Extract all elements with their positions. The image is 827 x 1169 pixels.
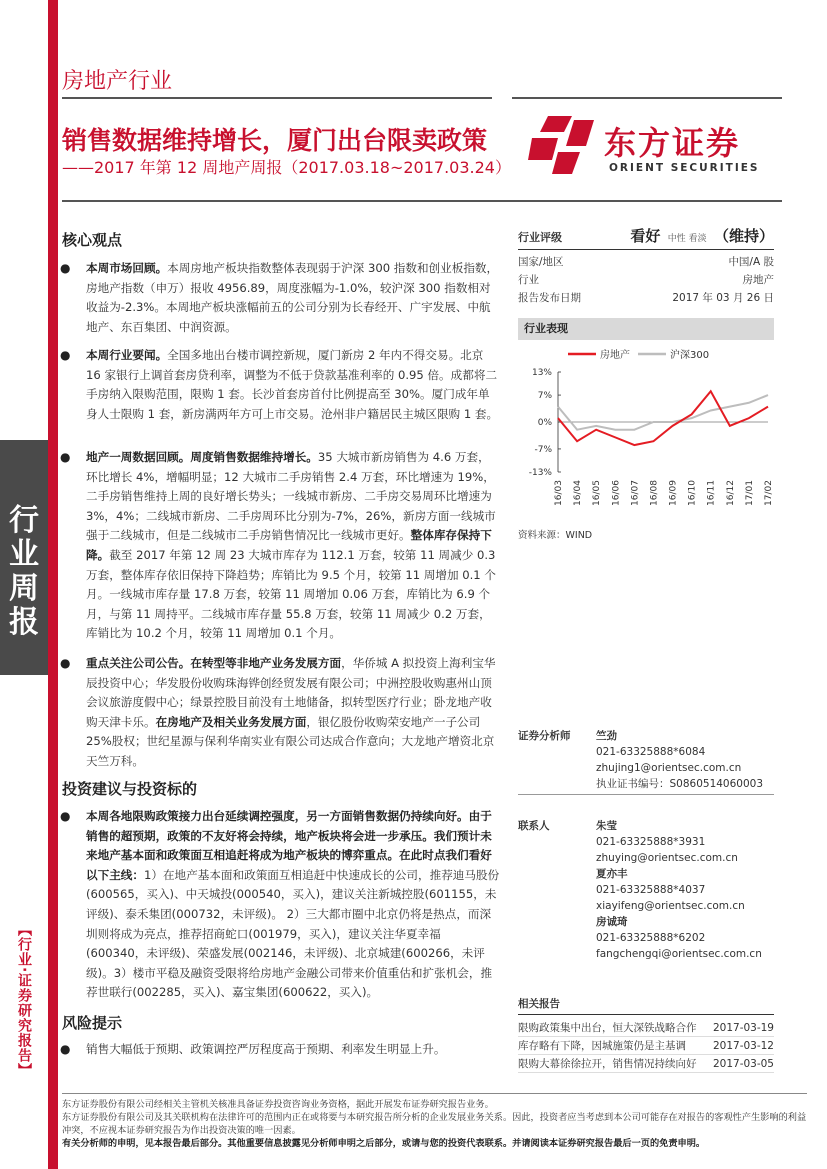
x-tick-label: 16/06 <box>611 480 622 506</box>
related-reports: 相关报告 限购政策集中出台，恒大深铁战略合作 2017-03-19 库存略有下降，因城施策仍是主基调 2017-03-12 限购大幕徐徐拉开，销售情况持续向好 2017-03-05 <box>518 996 774 1073</box>
chart-source: 资料来源：WIND <box>518 530 593 541</box>
bullet-icon: ● <box>60 656 71 670</box>
left-accent-bar <box>48 0 58 1169</box>
page-subtitle: ——2017 年第 12 周地产周报（2017.03.18~2017.03.24） <box>62 158 511 177</box>
footer-disclaimer: 东方证券股份有限公司经相关主管机关核准具备证券投资咨询业务资格，据此开展发布证券研究报告业务。 东方证券股份有限公司及其关联机构在法律许可的范围内正在或将要与本研究报告所分析的企业发展业务关系。因此，投资者应当考虑到本公司可能存在对报告的客观性产生影响的利益冲突，不应视本证券研究报告为作出投资决策的唯一因素。 有关分析师的申明，见本报告最后部分。其他重要信息披露见分析师申明之后部分，或请与您的投资代表联系。并请阅读本证券研究报告最后一页的免责申明。 <box>62 1099 807 1149</box>
related-report-link[interactable]: 限购政策集中出台，恒大深铁战略合作 2017-03-19 <box>518 1019 774 1037</box>
related-report-link[interactable]: 限购大幕徐徐拉开，销售情况持续向好 2017-03-05 <box>518 1055 774 1073</box>
section-heading-core: 核心观点 <box>62 231 123 249</box>
rating-row: 国家/地区 中国/A 股 <box>518 256 774 268</box>
series-line-沪深300 <box>558 395 768 430</box>
brand-name-en: ORIENT SECURITIES <box>609 162 760 174</box>
chart-title: 行业表现 <box>518 318 774 340</box>
y-tick-label: 7% <box>537 391 552 402</box>
related-report-link[interactable]: 库存略有下降，因城施策仍是主基调 2017-03-12 <box>518 1037 774 1055</box>
logo-mark-icon <box>528 112 600 176</box>
bullet-item: ● 本周各地限购政策接力出台延续调控强度，另一方面销售数据仍持续向好。由于销售的超预期，政策的不友好将会持续，地产板块将会进一步承压。我们预计未来地产基本面和政策面互相追赶将成为地产板块的博弈重点。在此时点我们看好以下主线：1）在地产基本面和政策面互相追赶中快速成长的公司，推荐迪马股份(600565，买入)、中天城投(000540，买入)，建议关注新城控股(601155，未评级)、泰禾集团(000732，未评级)。 2）三大都市圈中北京仍将是热点，而深圳则将成为亮点，推荐招商蛇口(001979，买入)，建议关注华夏幸福(600340，未评级)、荣盛发展(002146，未评级)、北京城建(600266，未评级)。3）楼市平稳及融资受限将给房地产金融公司带来价值重估和扩张机会，推荐世联行(002285，买入)、嘉宝集团(600622，买入)。 <box>60 809 500 1000</box>
y-tick-label: 0% <box>537 418 552 428</box>
rating-row: 报告发布日期 2017 年 03 月 26 日 <box>518 292 774 304</box>
bullet-item: ● 本周行业要闻。全国多地出台楼市调控新规，厦门新房 2 年内不得交易。北京 16 家银行上调首套房贷利率，调整为不低于贷款基准利率的 0.95 倍。成都将二手房纳入限购范围，限购 1 套。长沙首套房首付比例提高至 30%。厦门成年单身人士限购 1 套，新房满两年方可上市交易。沧州非户籍居民主城区限购 1 套。 <box>60 348 499 421</box>
series-line-房地产 <box>558 391 768 445</box>
side-footer-label: 【行业·证券研究报告】 <box>16 921 32 1079</box>
bullet-icon: ● <box>60 348 71 362</box>
bullet-item: ● 本周市场回顾。本周房地产板块指数整体表现弱于沪深 300 指数和创业板指数，房地产指数（申万）报收 4956.89，周度涨幅为-1.0%，较沪深 300 指数相对收益为-2.3%。本周地产板块涨幅前五的公司分别为长春经开、广宇发展、中航地产、东百集团、中润资源。 <box>60 261 499 334</box>
divider <box>62 97 492 99</box>
section-heading-invest: 投资建议与投资标的 <box>62 780 198 798</box>
y-tick-label: 13% <box>531 368 552 378</box>
brand-name: 东方证券 <box>604 124 741 162</box>
divider <box>62 1093 807 1094</box>
x-tick-label: 16/04 <box>573 480 584 506</box>
bullet-icon: ● <box>60 1042 71 1056</box>
report-category: 房地产行业 <box>62 69 173 94</box>
x-tick-label: 16/03 <box>554 480 564 506</box>
bullet-item: ● 销售大幅低于预期、政策调控严厉程度高于预期、利率发生明显上升。 <box>60 1042 446 1056</box>
x-tick-label: 16/12 <box>725 480 736 506</box>
page-title: 销售数据维持增长，厦门出台限卖政策 <box>62 126 488 155</box>
bullet-item: ● 地产一周数据回顾。周度销售数据维持增长。35 大城市新房销售为 4.6 万套，环比增长 4%，增幅明显；12 大城市二手房销售 2.4 万套，环比增速为 19%，二手房销售维持上周的良好增长势头；一线城市新房、二手房交易周环比增速为 3%，4%；二线城市新房、二手房周环比分别为-7%，26%，新房方面一线城市强于二线城市，但是二线城市二手房销售情况比一线城市更好。整体库存保持下降。截至 2017 年第 12 周 23 大城市库存为 112.1 万套，较第 11 周减少 0.3 万套，整体库存依旧保持下降趋势；库销比为 9.5 个月，较第 11 周增加 0.1 个月。一线城市库存量 17.8 万套，较第 11 周增加 0.06 万套，库销比为 6.9 个月，与第 11 周持平。二线城市库存量 55.8 万套，较第 11 周减少 0.2 万套，库销比为 10.2 个月，较第 11 周增加 0.1 个月。 <box>60 450 496 641</box>
legend-label: 房地产 <box>600 350 630 361</box>
bullet-icon: ● <box>60 450 71 464</box>
x-tick-label: 16/08 <box>649 480 660 506</box>
y-tick-label: -13% <box>528 468 552 478</box>
legend-label: 沪深300 <box>670 350 710 361</box>
bullet-icon: ● <box>60 261 71 275</box>
divider <box>62 200 782 202</box>
x-tick-label: 17/02 <box>764 480 774 506</box>
x-tick-label: 16/09 <box>668 480 679 506</box>
bullet-item: ● 重点关注公司公告。在转型等非地产业务发展方面，华侨城 A 拟投资上海利宝华辰投资中心；华发股份收购珠海铧创经贸发展有限公司；中洲控股收购惠州山顶会议旅游度假中心；绿景控股目前没有土地储备，拟转型医疗行业；卧龙地产收购天津卡乐。在房地产及相关业务发展方面，银亿股份收购荣安地产一子公司 25%股权；世纪星源与保利华南实业有限公司达成合作意向；大龙地产增资北京天竺万科。 <box>60 656 496 768</box>
y-tick-label: -7% <box>534 444 552 455</box>
bullet-icon: ● <box>60 809 71 823</box>
analyst-block: 证券分析师 竺劲 021-63325888*6084 zhujing1@orientsec.com.cn 执业证书编号：S0860514060003 <box>518 728 774 795</box>
x-tick-label: 17/01 <box>744 480 755 506</box>
x-tick-label: 16/10 <box>687 480 698 506</box>
industry-performance-chart <box>518 342 774 522</box>
x-tick-label: 16/07 <box>630 480 641 506</box>
brand-logo <box>528 112 600 180</box>
contacts-block: 联系人 朱莹 021-63325888*3931 zhuying@orientsec.com.cn 夏亦丰 021-63325888*4037 xiayifeng@orientsec.com.cn 房诚琦 021-63325888*6202 fangchengqi@orientsec.com.cn <box>518 820 762 960</box>
x-tick-label: 16/05 <box>592 480 603 506</box>
x-tick-label: 16/11 <box>706 480 717 506</box>
side-tab: 行 业 周 报 <box>0 440 48 675</box>
section-heading-risk: 风险提示 <box>62 1014 123 1032</box>
rating-table: 行业评级 看好 中性 看淡 （维持） 国家/地区 中国/A 股 行业 房地产 报告发布日期 2017 年 03 月 26 日 <box>518 225 774 307</box>
divider <box>512 97 782 99</box>
rating-row: 行业 房地产 <box>518 274 774 286</box>
